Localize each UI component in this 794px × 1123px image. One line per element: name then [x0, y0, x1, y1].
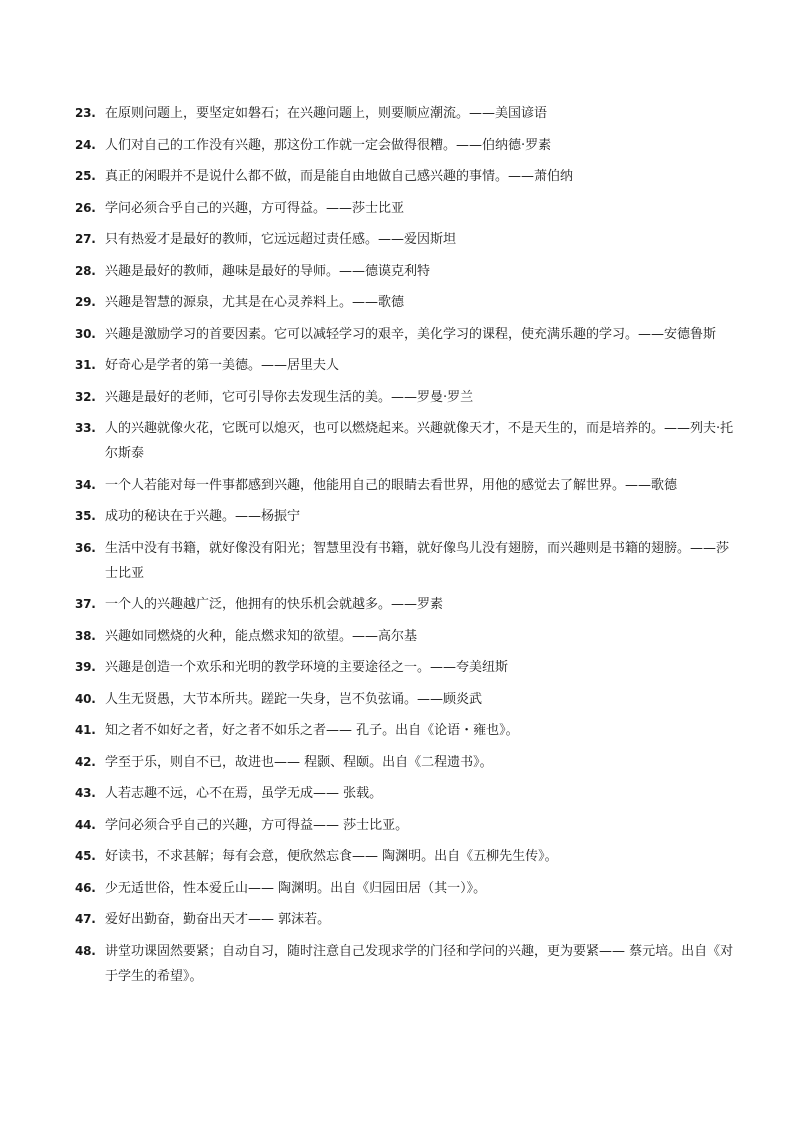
item-number: 27.	[75, 232, 96, 246]
list-item	[75, 416, 735, 466]
item-text: 兴趣是最好的教师，趣味是最好的导师。——德谟克利特	[105, 263, 431, 279]
item-number: 48.	[75, 943, 96, 958]
list-item	[75, 385, 735, 410]
list-item	[75, 227, 735, 252]
list-item	[75, 813, 735, 838]
list-item	[75, 353, 735, 378]
item-number: 29.	[75, 295, 96, 309]
item-text: 学至于乐，则自不已，故进也—— 程颢、程颐。出自《二程遗书》。	[105, 754, 493, 770]
list-item	[75, 750, 735, 775]
list-item	[75, 322, 735, 347]
list-item	[75, 504, 735, 529]
item-text: 生活中没有书籍，就好像没有阳光；智慧里没有书籍，就好像鸟儿没有翅膀，而兴趣则是书籍的翅膀。——莎士比亚	[105, 540, 730, 581]
item-number: 44.	[75, 817, 96, 832]
list-item	[75, 259, 735, 284]
item-text: 人若志趣不远，心不在焉，虽学无成—— 张载。	[105, 786, 383, 801]
item-number: 38.	[75, 628, 96, 643]
item-text: 人们对自己的工作没有兴趣，那这份工作就一定会做得很糟。——伯纳德·罗素	[105, 137, 552, 153]
item-text: 一个人的兴趣越广泛，他拥有的快乐机会就越多。——罗素	[105, 597, 444, 612]
list-item	[75, 101, 735, 126]
item-number: 41.	[75, 723, 96, 737]
item-text: 学问必须合乎自己的兴趣，方可得益—— 莎士比亚。	[105, 817, 409, 833]
item-text: 好奇心是学者的第一美德。——居里夫人	[105, 358, 340, 373]
list-item	[75, 655, 735, 680]
item-text: 爱好出勤奋，勤奋出天才—— 郭沫若。	[105, 912, 331, 927]
item-text: 好读书，不求甚解；每有会意，便欣然忘食—— 陶渊明。出自《五柳先生传》。	[105, 849, 558, 864]
item-number: 25.	[75, 169, 96, 183]
item-number: 28.	[75, 263, 96, 278]
item-text: 少无适世俗，性本爱丘山—— 陶渊明。出自《归园田居（其一）》。	[105, 880, 487, 896]
list-item	[75, 290, 735, 315]
item-number: 24.	[75, 137, 96, 152]
item-text: 人生无贤愚，大节本所共。蹉跎一失身，岂不负弦诵。——顾炎武	[105, 691, 483, 707]
item-number: 43.	[75, 786, 96, 800]
item-number: 26.	[75, 200, 96, 215]
item-number: 33.	[75, 421, 96, 435]
item-number: 36.	[75, 540, 96, 555]
item-text: 一个人若能对每一件事都感到兴趣，他能用自己的眼睛去看世界，用他的感觉去了解世界。——歌德	[105, 477, 678, 493]
item-text: 兴趣如同燃烧的火种，能点燃求知的欲望。——高尔基	[105, 628, 418, 644]
item-number: 31.	[75, 358, 96, 372]
item-text: 成功的秘诀在于兴趣。——杨振宁	[105, 509, 301, 524]
item-text: 知之者不如好之者，好之者不如乐之者—— 孔子。出自《论语・雍也》。	[105, 723, 519, 738]
item-number: 23.	[75, 106, 96, 120]
item-number: 40.	[75, 691, 96, 706]
item-text: 真正的闲暇并不是说什么都不做，而是能自由地做自己感兴趣的事情。——萧伯纳	[105, 169, 574, 184]
item-number: 32.	[75, 389, 96, 404]
list-item	[75, 536, 735, 586]
item-text: 兴趣是智慧的源泉，尤其是在心灵养料上。——歌德	[105, 295, 405, 310]
item-number: 47.	[75, 912, 96, 926]
item-number: 42.	[75, 754, 96, 769]
item-text: 人的兴趣就像火花，它既可以熄灭，也可以燃烧起来。兴趣就像天才，不是天生的，而是培养的。——列夫·托尔斯泰	[105, 421, 734, 461]
item-number: 34.	[75, 477, 96, 492]
list-item	[75, 687, 735, 712]
list-item	[75, 939, 735, 989]
item-number: 37.	[75, 597, 96, 611]
list-item	[75, 592, 735, 617]
item-number: 39.	[75, 660, 96, 674]
list-item	[75, 907, 735, 932]
item-text: 在原则问题上，要坚定如磐石；在兴趣问题上，则要顺应潮流。——美国谚语	[105, 106, 548, 121]
list-item	[75, 624, 735, 649]
list-item	[75, 164, 735, 189]
item-text: 兴趣是最好的老师，它可引导你去发现生活的美。——罗曼·罗兰	[105, 389, 474, 405]
item-number: 45.	[75, 849, 96, 863]
item-text: 只有热爱才是最好的教师，它远远超过责任感。——爱因斯坦	[105, 232, 457, 247]
item-text: 兴趣是创造一个欢乐和光明的教学环境的主要途径之一。——夸美纽斯	[105, 660, 509, 675]
item-number: 30.	[75, 326, 96, 341]
list-item	[75, 718, 735, 743]
list-item	[75, 844, 735, 869]
item-text: 兴趣是激励学习的首要因素。它可以减轻学习的艰辛，美化学习的课程，使充满乐趣的学习。——安德鲁斯	[105, 326, 717, 342]
item-text: 讲堂功课固然要紧；自动自习，随时注意自己发现求学的门径和学问的兴趣，更为要紧—— 蔡元培。出自《对于学生的希望》。	[105, 943, 734, 984]
item-number: 35.	[75, 509, 96, 523]
list-item	[75, 781, 735, 806]
item-number: 46.	[75, 880, 96, 895]
list-item	[75, 473, 735, 498]
list-item	[75, 196, 735, 221]
list-item	[75, 133, 735, 158]
quote-list	[75, 101, 735, 995]
item-text: 学问必须合乎自己的兴趣，方可得益。——莎士比亚	[105, 200, 405, 216]
list-item	[75, 876, 735, 901]
